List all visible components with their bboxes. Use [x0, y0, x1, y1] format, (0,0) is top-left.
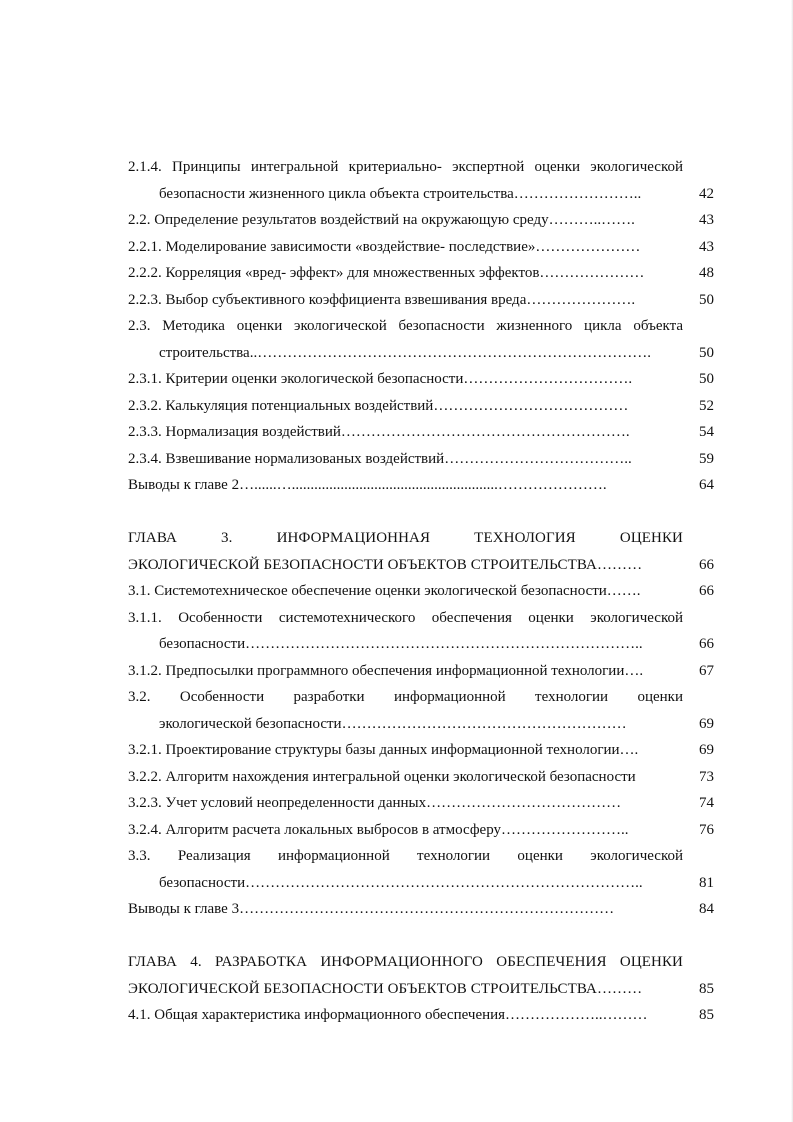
- toc-page-number: 52: [699, 397, 714, 414]
- toc-entry-title: 3.1.2. Предпосылки программного обеспечения информационной технологии….: [128, 662, 644, 679]
- toc-entry: [128, 287, 714, 314]
- toc-entry-title: 3.1. Системотехническое обеспечение оценки экологической безопасности…….: [128, 583, 641, 599]
- toc-entry-title: ЭКОЛОГИЧЕСКОЙ БЕЗОПАСНОСТИ ОБЪЕКТОВ СТРОИТЕЛЬСТВА………: [128, 556, 643, 573]
- toc-entry: [128, 737, 714, 764]
- toc-page-number: 64: [699, 477, 714, 493]
- toc-entry-title: ЭКОЛОГИЧЕСКОЙ БЕЗОПАСНОСТИ ОБЪЕКТОВ СТРОИТЕЛЬСТВА………: [128, 980, 643, 997]
- toc-page-number: 50: [699, 291, 714, 308]
- toc-page-number: 54: [699, 424, 714, 440]
- toc-page-number: 69: [699, 742, 714, 758]
- toc-entry-title: 2.2.3. Выбор субъективного коэффициента взвешивания вреда………………….: [128, 291, 636, 308]
- toc-entry-title: экологической безопасности…………………………………………………: [159, 715, 627, 732]
- table-of-contents: [128, 154, 714, 1029]
- toc-entry-title: безопасности жизненного цикла объекта строительства……………………..: [159, 185, 642, 202]
- toc-entry: [128, 181, 714, 208]
- toc-entry-title: строительства..…………………………………………………………………….: [159, 344, 651, 361]
- toc-entry: [128, 234, 714, 261]
- toc-page-number: 74: [699, 795, 714, 811]
- toc-entry: [128, 817, 714, 844]
- toc-entry-title: 2.3.1. Критерии оценки экологической безопасности…………………………….: [128, 371, 633, 387]
- toc-entry: [128, 870, 714, 897]
- toc-entry: [128, 631, 714, 658]
- toc-page-number: 76: [699, 821, 714, 838]
- toc-entry-title: безопасности……………………………………………………………………..: [159, 636, 643, 652]
- toc-entry: [128, 154, 714, 181]
- toc-entry-title: 3.2. Особенности разработки информационной технологии оценки: [128, 689, 683, 705]
- toc-entry: [128, 764, 714, 791]
- toc-page-number: 81: [699, 874, 714, 891]
- toc-entry-title: 3.2.3. Учет условий неопределенности данных…………………………………: [128, 795, 622, 811]
- toc-entry: [128, 896, 714, 923]
- toc-entry: [128, 472, 714, 499]
- toc-entry-title: 2.2.2. Корреляция «вред- эффект» для множественных эффектов…………………: [128, 265, 645, 281]
- toc-entry: [128, 366, 714, 393]
- toc-entry: [128, 1002, 714, 1029]
- toc-entry: [128, 684, 714, 711]
- toc-entry: [128, 313, 714, 340]
- toc-entry-title: 3.2.2. Алгоритм нахождения интегральной оценки экологической безопасности: [128, 768, 636, 785]
- toc-entry: [128, 260, 714, 287]
- toc-page-number: 48: [699, 265, 714, 281]
- toc-entry: [128, 790, 714, 817]
- toc-entry: [128, 578, 714, 605]
- toc-page-number: 85: [699, 980, 714, 997]
- toc-page-number: 50: [699, 344, 714, 361]
- toc-entry-title: 3.3. Реализация информационной технологии оценки экологической: [128, 848, 683, 864]
- toc-entry-title: 2.2.1. Моделирование зависимости «воздействие- последствие»…………………: [128, 238, 641, 255]
- toc-entry: [128, 393, 714, 420]
- toc-page-number: 43: [699, 238, 714, 255]
- toc-page-number: 66: [699, 583, 714, 599]
- toc-entry: [128, 658, 714, 685]
- toc-entry-title: 3.2.1. Проектирование структуры базы данных информационной технологии….: [128, 742, 639, 758]
- toc-entry: [128, 605, 714, 632]
- toc-entry: [128, 843, 714, 870]
- toc-entry-title: 2.2. Определение результатов воздействий на окружающую среду………..…….: [128, 212, 635, 228]
- toc-page-number: 84: [699, 901, 714, 917]
- toc-entry-title: 2.3.2. Калькуляция потенциальных воздействий…………………………………: [128, 397, 629, 414]
- toc-entry: [128, 711, 714, 738]
- toc-entry: [128, 207, 714, 234]
- toc-page-number: 66: [699, 636, 714, 652]
- toc-entry-title: безопасности……………………………………………………………………..: [159, 874, 643, 891]
- toc-chapter-heading: [128, 949, 714, 976]
- toc-entry-title: 4.1. Общая характеристика информационного обеспечения………………..………: [128, 1007, 648, 1023]
- toc-entry-title: 3.2.4. Алгоритм расчета локальных выбросов в атмосферу……………………..: [128, 821, 629, 838]
- toc-chapter-heading: [128, 976, 714, 1003]
- toc-entry: [128, 419, 714, 446]
- toc-page-number: 85: [699, 1007, 714, 1023]
- section-gap: [128, 923, 714, 950]
- toc-page-number: 59: [699, 450, 714, 467]
- toc-entry: [128, 340, 714, 367]
- toc-entry-title: 2.3. Методика оценки экологической безопасности жизненного цикла объекта: [128, 318, 683, 334]
- toc-entry: [128, 446, 714, 473]
- toc-chapter-heading: [128, 552, 714, 579]
- toc-chapter-heading: [128, 525, 714, 552]
- toc-page-number: 42: [699, 185, 714, 202]
- toc-entry-title: 2.3.4. Взвешивание нормализованых воздействий………………………………..: [128, 450, 632, 467]
- toc-entry-title: Выводы к главе 2…......….......................................................………………….: [128, 477, 607, 493]
- toc-entry-title: 3.1.1. Особенности системотехнического обеспечения оценки экологической: [128, 609, 683, 626]
- toc-entry-title: 2.1.4. Принципы интегральной критериально- экспертной оценки экологической: [128, 159, 683, 175]
- toc-entry-title: 2.3.3. Нормализация воздействий………………………………………………….: [128, 424, 630, 440]
- toc-page-number: 66: [699, 556, 714, 573]
- toc-entry-title: Выводы к главе 3…………………………………………………………………: [128, 901, 615, 917]
- toc-page-number: 69: [699, 715, 714, 732]
- toc-entry-title: ГЛАВА 4. РАЗРАБОТКА ИНФОРМАЦИОННОГО ОБЕСПЕЧЕНИЯ ОЦЕНКИ: [128, 954, 683, 970]
- toc-entry-title: ГЛАВА 3. ИНФОРМАЦИОННАЯ ТЕХНОЛОГИЯ ОЦЕНКИ: [128, 530, 683, 546]
- toc-page-number: 67: [699, 662, 714, 679]
- section-gap: [128, 499, 714, 526]
- toc-page-number: 73: [699, 768, 714, 785]
- toc-page-number: 50: [699, 371, 714, 387]
- toc-page-number: 43: [699, 212, 714, 228]
